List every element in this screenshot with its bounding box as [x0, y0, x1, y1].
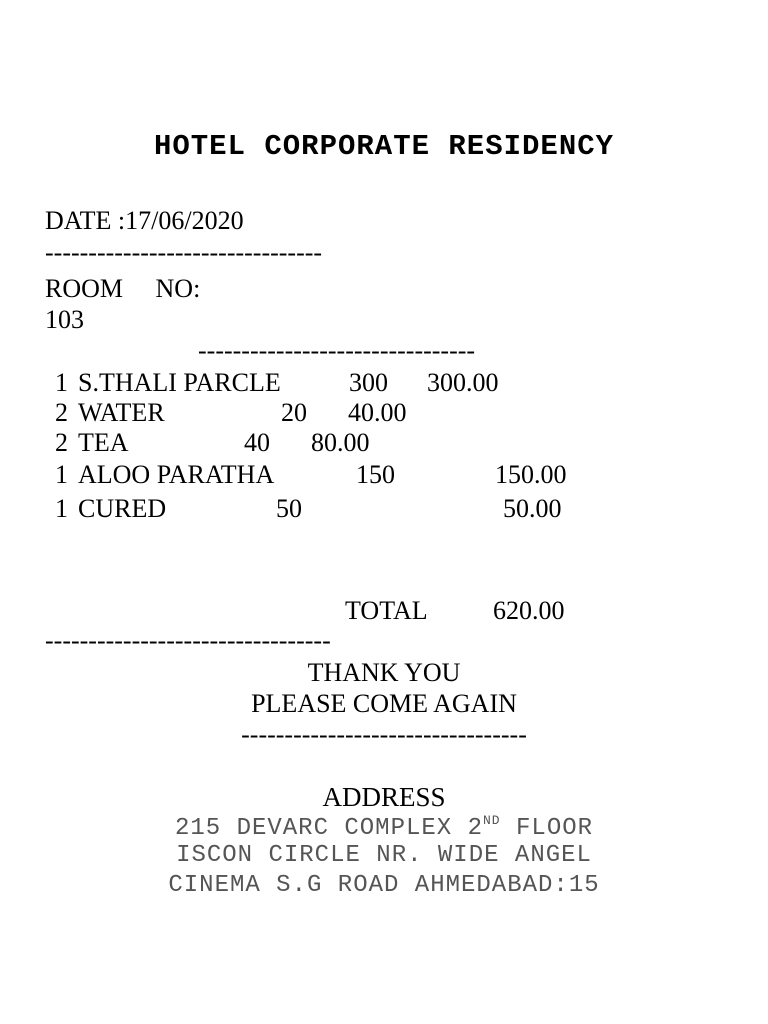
item-rate: 300 — [349, 368, 388, 397]
item-qty: 1 — [55, 460, 68, 489]
item-qty: 2 — [55, 398, 68, 427]
item-amount: 80.00 — [311, 428, 370, 457]
total-label: TOTAL — [345, 596, 428, 625]
item-name: ALOO PARATHA — [78, 460, 275, 489]
item-qty: 2 — [55, 428, 68, 457]
item-name: S.THALI PARCLE — [78, 368, 281, 397]
total-value: 620.00 — [493, 596, 565, 625]
item-rate: 20 — [281, 398, 307, 427]
item-qty: 1 — [55, 494, 68, 523]
address-line-1: 215 DEVARC COMPLEX 2ND FLOOR — [174, 813, 594, 842]
address-line-2: ISCON CIRCLE NR. WIDE ANGEL — [176, 842, 592, 869]
room-number: 103 — [45, 305, 84, 334]
come-again-text: PLEASE COME AGAIN — [251, 689, 517, 718]
address-line-3: CINEMA S.G ROAD AHMEDABAD:15 — [168, 872, 600, 899]
thank-you-text: THANK YOU — [307, 658, 461, 687]
item-amount: 40.00 — [348, 398, 407, 427]
address-heading: ADDRESS — [322, 782, 446, 812]
item-name: WATER — [78, 398, 165, 427]
item-amount: 150.00 — [495, 460, 567, 489]
item-amount: 300.00 — [427, 368, 499, 397]
item-qty: 1 — [55, 368, 68, 397]
item-amount: 50.00 — [503, 494, 562, 523]
room-label: ROOM NO: — [45, 274, 201, 303]
separator-1: -------------------------------- — [45, 238, 323, 267]
item-rate: 50 — [276, 494, 302, 523]
separator-3: --------------------------------- — [45, 626, 331, 655]
item-name: CURED — [78, 494, 167, 523]
separator-2: -------------------------------- — [198, 336, 476, 365]
hotel-name: HOTEL CORPORATE RESIDENCY — [153, 130, 615, 163]
item-rate: 40 — [244, 428, 270, 457]
date-line: DATE :17/06/2020 — [45, 206, 244, 235]
item-rate: 150 — [356, 460, 395, 489]
separator-4: --------------------------------- — [241, 720, 527, 749]
item-name: TEA — [78, 428, 129, 457]
